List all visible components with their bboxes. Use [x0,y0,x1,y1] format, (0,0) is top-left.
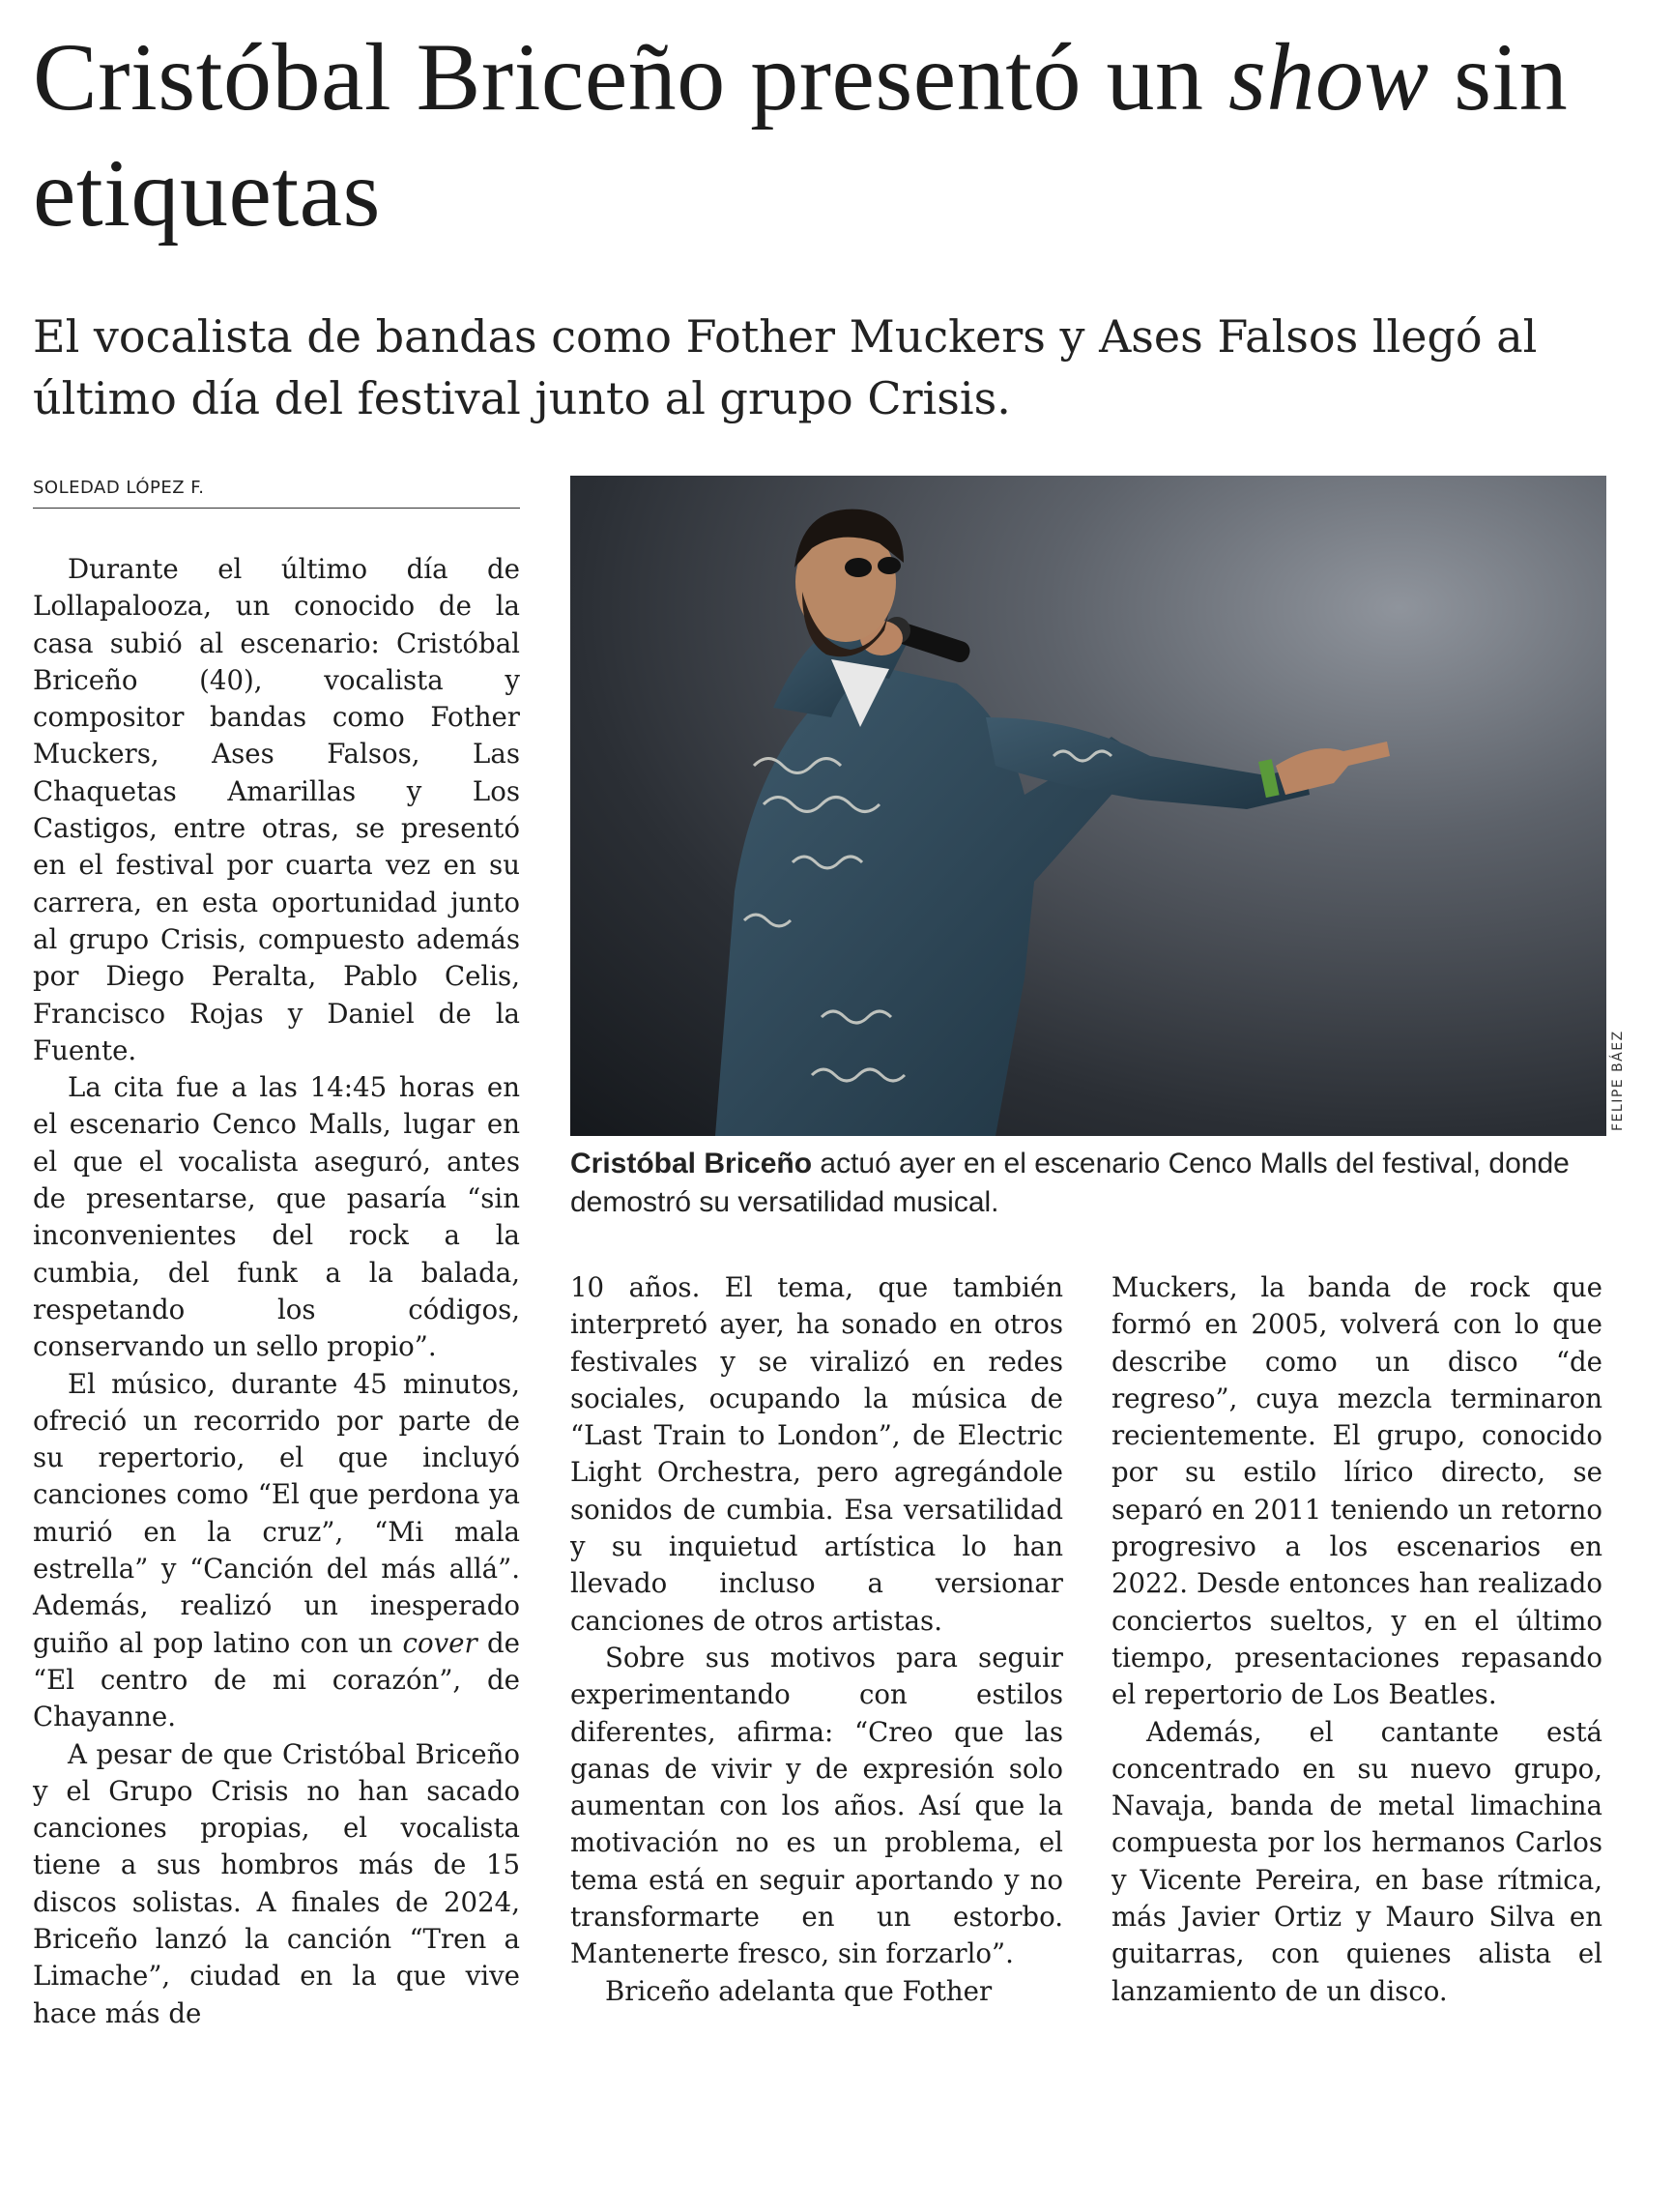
photo-credit-text: FELIPE BÁEZ [1610,1030,1626,1131]
headline-italic-word: show [1227,23,1429,131]
body-column-1 [33,551,520,2032]
concert-photo [570,476,1606,1136]
paragraph-3-italic: cover [402,1626,477,1659]
paragraph-3 [33,1366,520,1736]
paragraph-2: La cita fue a las 14:45 horas en el escenario Cenco Malls, lugar en el que el vocalista aseguró, antes de presentarse, que pasaría “sin inconvenientes del rock a la cumbia, del funk a la balada, respetando los códigos, conservando un sello propio”. [33,1071,520,1363]
paragraph-7: Además, el cantante está concentrado en su nuevo grupo, Navaja, banda de metal limachina compuesta por los hermanos Carlos y Vicente Pereira, en base rítmica, más Javier Ortiz y Mauro Silva en guitarras, con quienes alista el lanzamiento de un disco. [1111,1715,1602,2007]
body-column-3 [1111,1269,1602,2010]
body-column-2 [570,1269,1063,2010]
paragraph-5: Sobre sus motivos para seguir experimentando con estilos diferentes, afirma: “Creo que las ganas de vivir y de expresión solo aumentan con los años. Así que la motivación no es un problema, el tema está en seguir aportando y no transformarte en un estorbo. Mantenerte fresco, sin forzarlo”. [570,1641,1063,1970]
caption-name: Cristóbal Briceño [570,1148,813,1179]
photo-caption [570,1145,1614,1222]
byline: SOLEDAD LÓPEZ F. [33,478,520,509]
paragraph-6-start: Briceño adelanta que Fother [605,1974,993,2007]
paragraph-3-text-a: El músico, durante 45 minutos, ofreció un recorrido por parte de su repertorio, el que incluyó canciones como “El que perdona ya murió en la cruz”, “Mi mala estrella” y “Canción del más allá”. Además, realizó un inesperado guiño al pop latino con un [33,1367,520,1659]
headline [33,19,1637,251]
photo-credit [1608,1015,1633,1131]
paragraph-6-continued: Muckers, la banda de rock que formó en 2005, volverá con lo que describe como un disco “de regreso”, cuya mezcla terminaron recientemente. El grupo, conocido por su estilo lírico directo, se separó en 2011 teniendo un retorno progresivo a los escenarios en 2022. Desde entonces han realizado conciertos sueltos, y en el último tiempo, presentaciones repasando el repertorio de Los Beatles. [1111,1271,1602,1711]
singer-illustration [570,476,1606,1136]
headline-part-1: Cristóbal Briceño presentó un [33,23,1228,131]
subheadline: El vocalista de bandas como Fother Muckers y Ases Falsos llegó al último día del festival junto al grupo Crisis. [33,310,1538,424]
paragraph-3-text-b: de “El centro de mi corazón”, de Chayanne. [33,1626,520,1733]
caption-text: actuó ayer en el escenario Cenco Malls del festival, donde demostró su versatilidad musical. [570,1148,1570,1218]
paragraph-4-continued: 10 años. El tema, que también interpretó ayer, ha sonado en otros festivales y se viralizó en redes sociales, ocupando la música de “Last Train to London”, de Electric Light Orchestra, pero agregándole sonidos de cumbia. Esa versatilidad y su inquietud artística lo han llevado incluso a versionar canciones de otros artistas. [570,1271,1063,1637]
headline-part-2: sin etiquetas [33,23,1569,247]
paragraph-1: Durante el último día de Lollapalooza, un conocido de la casa subió al escenario: Cristóbal Briceño (40), vocalista y compositor bandas como Fother Muckers, Ases Falsos, Las Chaquetas Amarillas y Los Castigos, entre otras, se presentó en el festival por cuarta vez en su carrera, en esta oportunidad junto al grupo Crisis, compuesto además por Diego Peralta, Pablo Celis, Francisco Rojas y Daniel de la Fuente. [33,553,520,1066]
paragraph-4-start: A pesar de que Cristóbal Briceño y el Grupo Crisis no han sacado canciones propias, el vocalista tiene a sus hombros más de 15 discos solistas. A finales de 2024, Briceño lanzó la canción “Tren a Limache”, ciudad en la que vive hace más de [33,1737,520,2029]
